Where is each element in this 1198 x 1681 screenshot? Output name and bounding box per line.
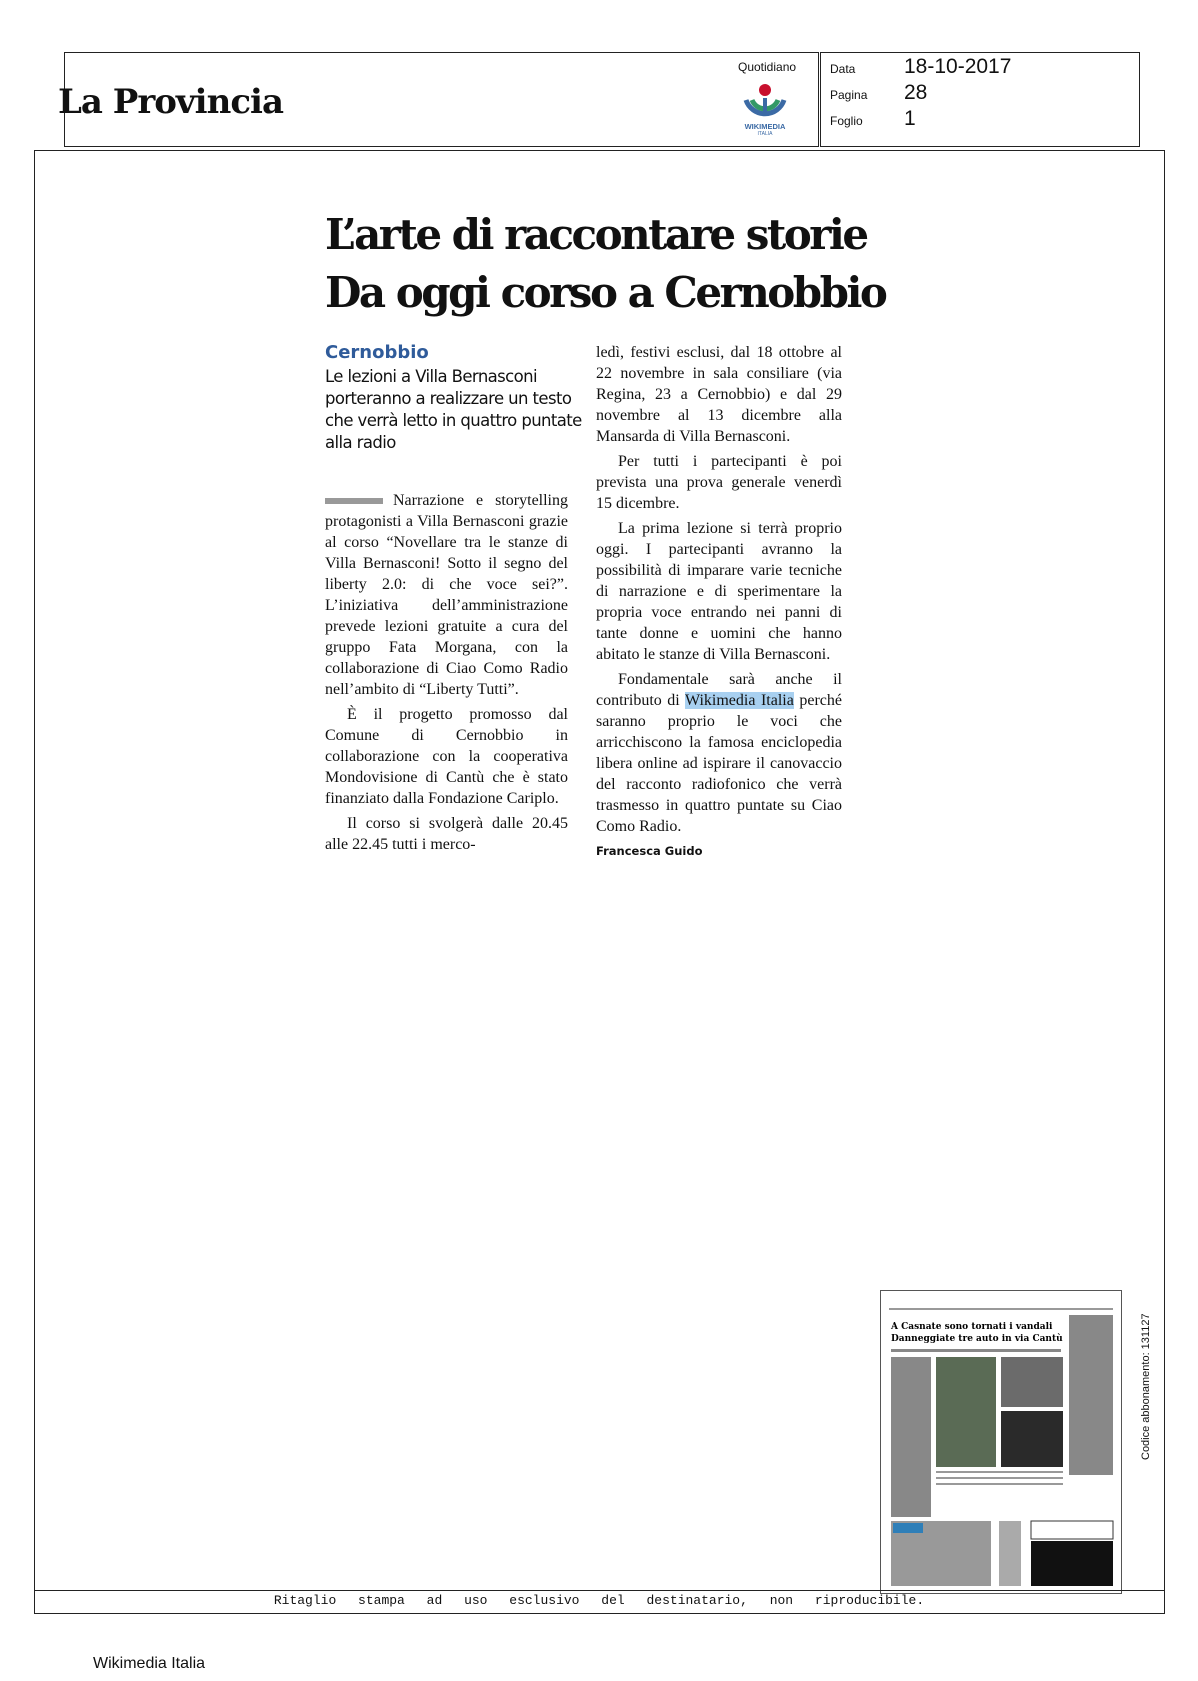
paragraph: È il progetto promosso dal Comune di Cernobbio in collaborazione con la cooperativa Mondovisione di Cantù che è stato finanziato dalla Fondazione Cariplo. — [325, 706, 568, 807]
meta-value-pagina: 28 — [904, 81, 928, 104]
footer-disclaimer: Ritaglio stampa ad uso esclusivo del destinatario, non riproducibile. — [273, 1593, 925, 1608]
page-thumbnail-graphic — [881, 1291, 1121, 1593]
paragraph: Narrazione e storytelling protagonisti a Villa Bernasconi grazie al corso “Novellare tra le stanze di Villa Bernasconi! Sotto il segno del liberty 2.0: di che voce sei?”. L’iniziativa dell’amministrazione prevede lezioni gratuite a cura del gruppo Fata Morgana, con la collaborazione di Ciao Como Radio nell’ambito di “Liberty Tutti”. — [325, 492, 568, 698]
thumbnail-headline-1: A Casnate sono tornati i vandali — [891, 1322, 1053, 1332]
meta-label-pagina: Pagina — [830, 88, 868, 102]
article-column-2 — [596, 342, 842, 862]
summary: Le lezioni a Villa Bernasconi porteranno a realizzare un testo che verrà letto in quattro puntate alla radio — [325, 367, 582, 452]
paragraph: Per tutti i partecipanti è poi prevista una prova generale venerdì 15 dicembre. — [596, 453, 842, 512]
byline: Francesca Guido — [596, 844, 703, 858]
headline: L’arte di raccontare storie Da oggi corso a Cernobbio — [325, 210, 886, 317]
meta-label-data: Data — [830, 62, 856, 76]
wikimedia-logo-text: WIKIMEDIA ITALIA — [744, 122, 786, 137]
thumbnail-headline-2: Danneggiate tre auto in via Cantù — [891, 1334, 1063, 1344]
wikimedia-highlight: Wikimedia Italia — [684, 692, 794, 709]
page-thumbnail — [880, 1290, 1122, 1594]
meta-label-foglio: Foglio — [830, 114, 863, 128]
paragraph: Fondamentale sarà anche il contributo di Wikimedia Italia perché saranno proprio le voci che arricchiscono la famosa enciclopedia libera online ad ispirare il canovaccio del racconto radiofonico che verrà trasmesso in quattro puntate su Ciao Como Radio. — [596, 671, 842, 835]
masthead: La Provincia — [58, 82, 283, 122]
kicker: Cernobbio — [325, 342, 429, 363]
meta-value-data: 18-10-2017 — [904, 55, 1012, 78]
article-column-1 — [325, 490, 568, 859]
paragraph: Il corso si svolgerà dalle 20.45 alle 22.45 tutti i merco- — [325, 815, 568, 853]
meta-value-foglio: 1 — [904, 107, 916, 130]
page-footer: Wikimedia Italia — [93, 1655, 206, 1672]
paragraph: La prima lezione si terrà proprio oggi. I partecipanti avranno la possibilità di imparare varie tecniche di narrazione e di sperimentare la propria voce entrando nei panni di tante donne e uomini che hanno abitato le stanze di Villa Bernasconi. — [596, 520, 842, 663]
footer-separator — [34, 1590, 1164, 1591]
quotidiano-label: Quotidiano — [738, 60, 797, 74]
paragraph: ledì, festivi esclusi, dal 18 ottobre al 22 novembre in sala consiliare (via Regina, 23 a Cernobbio) e dal 29 novembre al 13 dicembre alla Mansarda di Villa Bernasconi. — [596, 344, 842, 445]
lead-rule — [325, 498, 383, 504]
codice-abbonamento: Codice abbonamento: 131127 — [1140, 1313, 1152, 1460]
